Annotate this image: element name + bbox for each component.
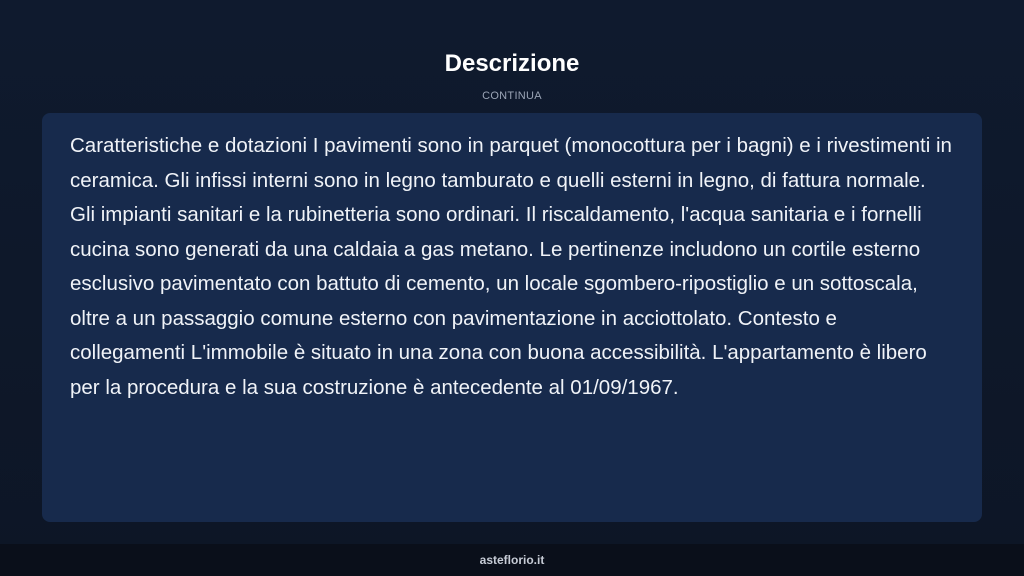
continue-label: CONTINUA bbox=[482, 90, 542, 102]
footer-bar bbox=[0, 544, 1024, 576]
site-name: asteflorio.it bbox=[479, 553, 545, 567]
description-card bbox=[42, 113, 982, 522]
page-title: Descrizione bbox=[444, 50, 580, 77]
description-text: Caratteristiche e dotazioni I pavimenti sono in parquet (monocottura per i bagni) e i rivestimenti in ceramica. Gli infissi interni sono in legno tamburato e quelli esterni in legno, di fattura normale. Gli impianti sanitari e la rubinetteria sono ordinari. Il riscaldamento, l'acqua sanitaria e i fornelli cucina sono generati da una caldaia a gas metano. Le pertinenze includono un cortile esterno esclusivo pavimentato con battuto di cemento, un locale sgombero-ripostiglio e un sottoscala, oltre a un passaggio comune esterno con pavimentazione in acciottolato. Contesto e collegamenti L'immobile è situato in una zona con buona accessibilità. L'appartamento è libero per la procedura e la sua costruzione è antecedente al 01/09/1967. bbox=[70, 134, 952, 399]
